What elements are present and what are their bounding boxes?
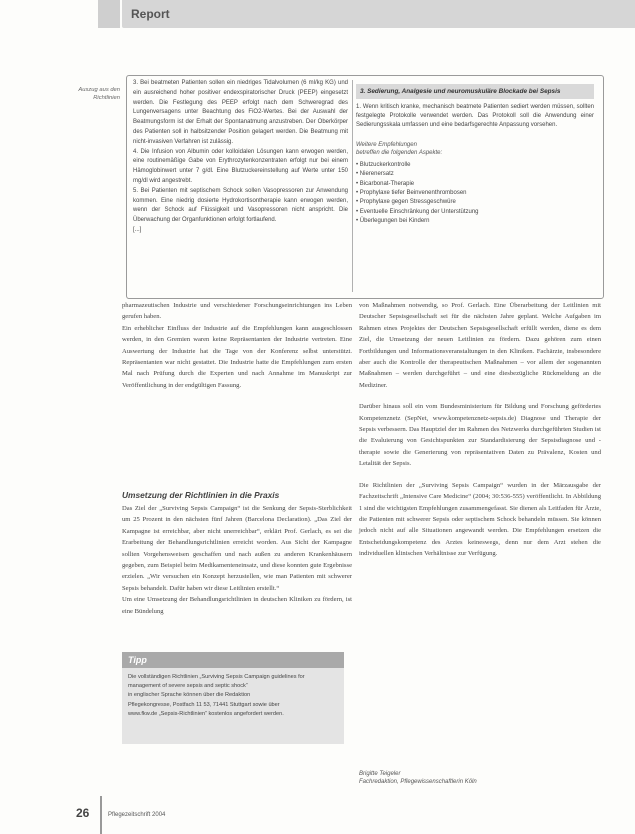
right-column xyxy=(359,300,601,560)
header-tab-left xyxy=(98,0,120,28)
box-left-paragraph: 3. Bei beatmeten Patienten sollen ein niedriges Tidalvolumen (6 ml/kg KG) und ein ausreichend hoher positiver endexspiratorischer Druck (PEEP) eingesetzt werden. Die Festlegung des PEEP erfolgt nach dem Schweregrad des Lungenversagens unter Beachtung des FiO2-Wertes. Bei der Auswahl der Beatmungsform ist der Erhalt der Spontanatmung anzustreben. Der Oberkörper des Patienten soll in halbsitzender Position gelagert werden. Die Beatmung mit nicht-invasiven Verfahren ist zulässig. xyxy=(133,80,348,145)
box-left-paragraph: 4. Die Infusion von Albumin oder kolloidalen Lösungen kann erwogen werden, eine routinemäßige Gabe von Erythrozytenkonzentraten erfolgt nur bei einem Hämoglobinwert unter 7 g/dl. Eine Blutzuckereinstellung auf Werte unter 150 mg/dl wird angestrebt. xyxy=(133,148,348,184)
author-name: Brigitte Teigeler xyxy=(359,771,401,777)
sidebar-caption: Auszug aus den Richtlinien xyxy=(78,87,120,101)
right-paragraph: Die Richtlinien der „Surviving Sepsis Campaign“ wurden in der Märzausgabe der Fachzeitschrift „Intensive Care Medicine“ (2004; 30:536-555) veröffentlicht. In Abbildung 1 sind die wichtigsten Empfehlungen zusammengefasst. Sie dienen als Leitfaden für Ärzte, die Patienten mit schwerer Sepsis oder septischem Schock behandeln müssen. Sie können jedoch nicht auf alle Situationen angewandt werden. Die Empfehlungen ersetzen die Entscheidungskompetenz des Arztes keineswegs, denn nur dem Arzt stehen die individuellen klinischen Verhältnisse zur Verfügung. xyxy=(359,481,601,558)
tip-line: www.fkw.de „Sepsis-Richtlinien“ kostenlos angefordert werden. xyxy=(128,710,284,717)
section-body xyxy=(122,503,352,617)
list-item: • Überlegungen bei Kindern xyxy=(356,218,430,225)
author-block xyxy=(359,770,601,787)
box-right-title: 3. Sedierung, Analgesie und neuromuskuläre Blockade bei Sepsis xyxy=(356,84,594,99)
intro-paragraph: Ein erheblicher Einfluss der Industrie auf die Empfehlungen kann ausgeschlossen werden, in den Gremien waren keine Repräsentanten der Industrie vertreten. Eine Auswertung der Industrie hat die Tage von der Konferenz selbst unterstützt. Repräsentanten war nicht gestattet. Die Industrie hatte die Empfehlungen zum ersten Mal nach Prüfung durch die Experten und nach Annahme im Manuskript zur Veröffentlichung in der endgültigen Fassung. xyxy=(122,324,352,389)
header-tab xyxy=(122,0,635,28)
list-item: • Bicarbonat-Therapie xyxy=(356,180,415,187)
box-divider xyxy=(352,80,353,292)
recommendation-list xyxy=(356,161,594,227)
box-left-ellipsis: [...] xyxy=(133,226,142,233)
journal-name: Pflegezeitschrift 2004 xyxy=(108,812,166,818)
page-number: 26 xyxy=(76,806,90,820)
list-item: • Blutzuckerkontrolle xyxy=(356,161,411,168)
tip-line: Die vollständigen Richtlinien „Surviving Sepsis Campaign guidelines for management of severe sepsis and septic shock“ xyxy=(128,674,305,690)
list-item: • Prophylaxe gegen Stressgeschwüre xyxy=(356,199,456,206)
tip-label: Tipp xyxy=(122,652,344,668)
right-paragraph: Darüber hinaus soll ein vom Bundesministerium für Bildung und Forschung gefördertes Kompetenznetz (SepNet, www.kompetenznetz-sepsis.de) Diagnose und Therapie der Sepsis verbessern. Das Hauptziel der im Rahmen des Netzwerks durchgeführten Studien ist die Evaluierung von Gesichtspunkten zur Standardisierung der Sepsisdiagnose und -therapie sowie die Generierung von repräsentativen Daten zu Prävalenz, Kosten und Letalität der Sepsis. xyxy=(359,403,601,468)
author-affiliation: Fachredaktion, Pflegewissenschaftlerin Köln xyxy=(359,779,477,786)
box-right xyxy=(356,84,594,227)
left-column xyxy=(122,300,352,391)
header-bar xyxy=(0,0,635,32)
section-label: Report xyxy=(131,7,170,21)
intro-paragraph: pharmazeutischen Industrie und verschiedener Forschungseinrichtungen ins Leben gerufen haben. xyxy=(122,302,352,321)
section-heading: Umsetzung der Richtlinien in die Praxis xyxy=(122,490,280,500)
tip-line: in englischer Sprache können über die Redaktion xyxy=(128,692,251,699)
tip-line: Pflegekongresse, Postfach 11 53, 71441 Stuttgart sowie über xyxy=(128,701,280,708)
box-left-paragraph: 5. Bei Patienten mit septischem Schock sollen Vasopressoren zur Anwendung kommen. Eine niedrig dosierte Hydrokortisontherapie kann erwogen werden, wenn der Schock auf Flüssigkeit und Vasopressoren nicht anspricht. Die Überwachung der Organfunktionen erfolgt fortlaufend. xyxy=(133,187,348,224)
box-right-paragraph: 1. Wenn kritisch kranke, mechanisch beatmete Patienten sediert werden müssen, sollten festgelegte Protokolle verwendet werden. Das Protokoll soll die Anwendung einer Sedierungsskala umfassen und eine bedarfsgerechte Anpassung vorsehen. xyxy=(356,104,594,129)
section-paragraph: Um eine Umsetzung der Behandlungsrichtlinien in deutschen Kliniken zu fördern, ist eine Bündelung xyxy=(122,596,352,615)
box-right-list-intro: Weitere Empfehlungen betreffen die folgenden Aspekte: xyxy=(356,141,443,157)
footer-rule xyxy=(100,796,102,834)
section-paragraph: Das Ziel der „Surviving Sepsis Campaign“ ist die Senkung der Sepsis-Sterblichkeit um 25 Prozent in den nächsten fünf Jahren (Barcelona Declaration). „Das Ziel der Kampagne ist erreichbar, aber nicht unerreichbar“, erklärt Prof. Gerlach, es sei die Erarbeitung der Behandlungsrichtlinien erreicht worden. Aus Sicht der Kampagne sollten Vorgehensweisen geschaffen und nach außen zu anderen Krankenhäusern gegeben, zum Beispiel beim Medikamenteneinsatz, und diese konnten gute Ergebnisse erzielen. „Wir versuchen ein Konzept herzustellen, wie man Patienten mit schwerer Sepsis behandelt. Dafür haben wir diese Leitlinien erstellt.“ xyxy=(122,505,352,592)
list-item: • Prophylaxe tiefer Beinvenenthrombosen xyxy=(356,190,467,197)
list-item: • Eventuelle Einschränkung der Unterstützung xyxy=(356,208,479,215)
tip-box xyxy=(122,652,344,744)
box-left-text xyxy=(133,79,348,236)
right-paragraph: von Maßnahmen notwendig, so Prof. Gerlach. Eine Überarbeitung der Leitlinien mit Deutscher Sepsisgesellschaft sei für die nächsten Jahre geplant. Welche Aufgaben im Rahmen eines Projektes der Deutschen Sepsisgesellschaft erfüllt werden, diene es dem Ziel, die Umsetzung der neuen Leitlinien zu fördern. Dazu gehören zum einen Fortbildungen und Informationsveranstaltungen in den Kliniken. Fachärzte, insbesondere aber auch die Kontrolle der therapeutischen Maßnahmen – vor allem der sogenannten Maßnahmen – werden durchgeführt – und eine diesbezügliche Rückmeldung an die Mediziner. xyxy=(359,302,601,389)
list-item: • Nierenersatz xyxy=(356,171,394,178)
